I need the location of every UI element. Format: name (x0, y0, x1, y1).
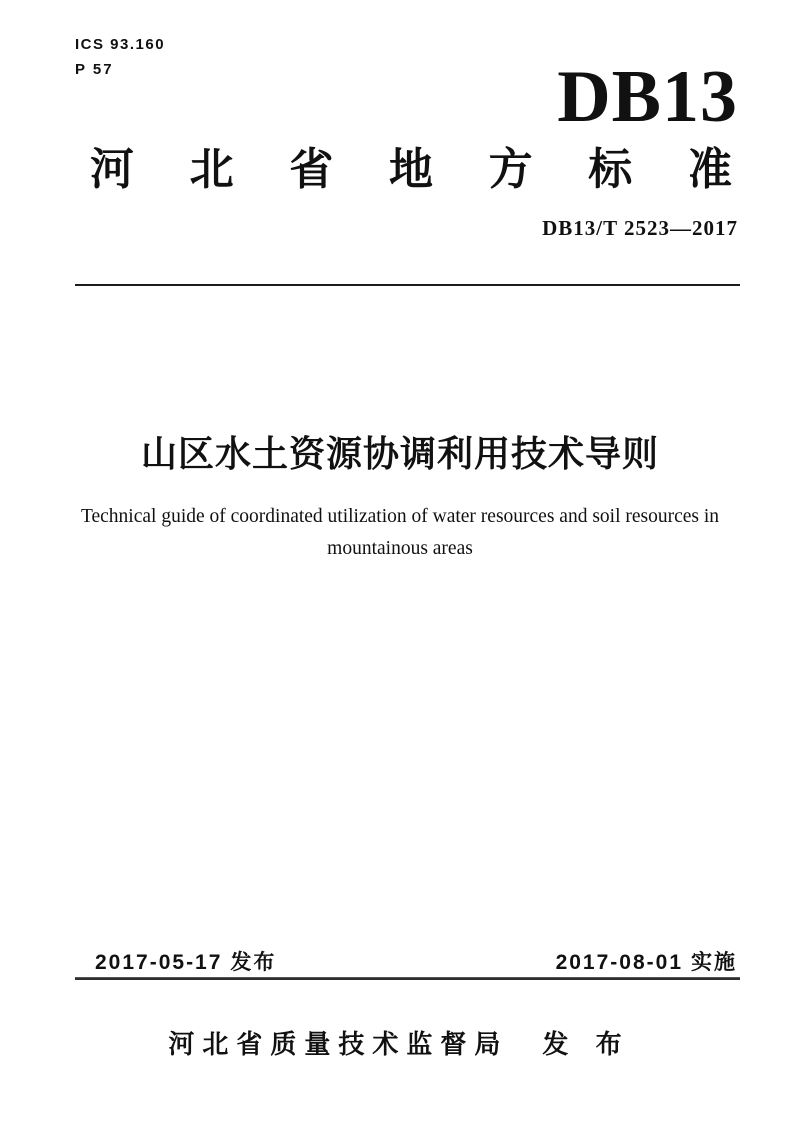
issue-date-value: 2017-05-17 (95, 951, 223, 974)
standard-type-char: 地 (388, 145, 433, 194)
title-english (40, 501, 760, 565)
dates-row (95, 946, 737, 976)
title-english-line1: Technical guide of coordinated utilization of water resources and soil resources in (80, 506, 720, 527)
title-english-line2: mountainous areas (327, 538, 473, 559)
standard-type-char: 省 (289, 145, 334, 194)
issue-date (95, 946, 276, 976)
footer-rule (75, 977, 740, 980)
publisher-line (0, 1024, 800, 1061)
standard-type-heading (90, 146, 732, 194)
classification-code: P 57 (75, 61, 114, 78)
standard-type-char: 北 (189, 145, 234, 194)
publisher-name: 河北省质量技术监督局 (168, 1029, 509, 1059)
title-chinese: 山区水土资源协调利用技术导则 (140, 433, 659, 474)
header-rule (75, 284, 740, 286)
implementation-date-value: 2017-08-01 (555, 951, 683, 974)
standard-type-char: 标 (588, 145, 633, 194)
standard-type-char: 准 (687, 145, 732, 194)
standard-type-char: 河 (90, 145, 134, 194)
ics-code: ICS 93.160 (75, 36, 166, 53)
issue-date-label: 发布 (230, 951, 277, 974)
implementation-date (556, 946, 737, 976)
standard-type-char: 方 (488, 145, 533, 194)
publish-action-label: 发 布 (542, 1029, 632, 1059)
document-number: DB13/T 2523—2017 (542, 216, 738, 240)
implementation-date-label: 实施 (691, 951, 737, 974)
db13-logo: DB13 (557, 56, 738, 138)
